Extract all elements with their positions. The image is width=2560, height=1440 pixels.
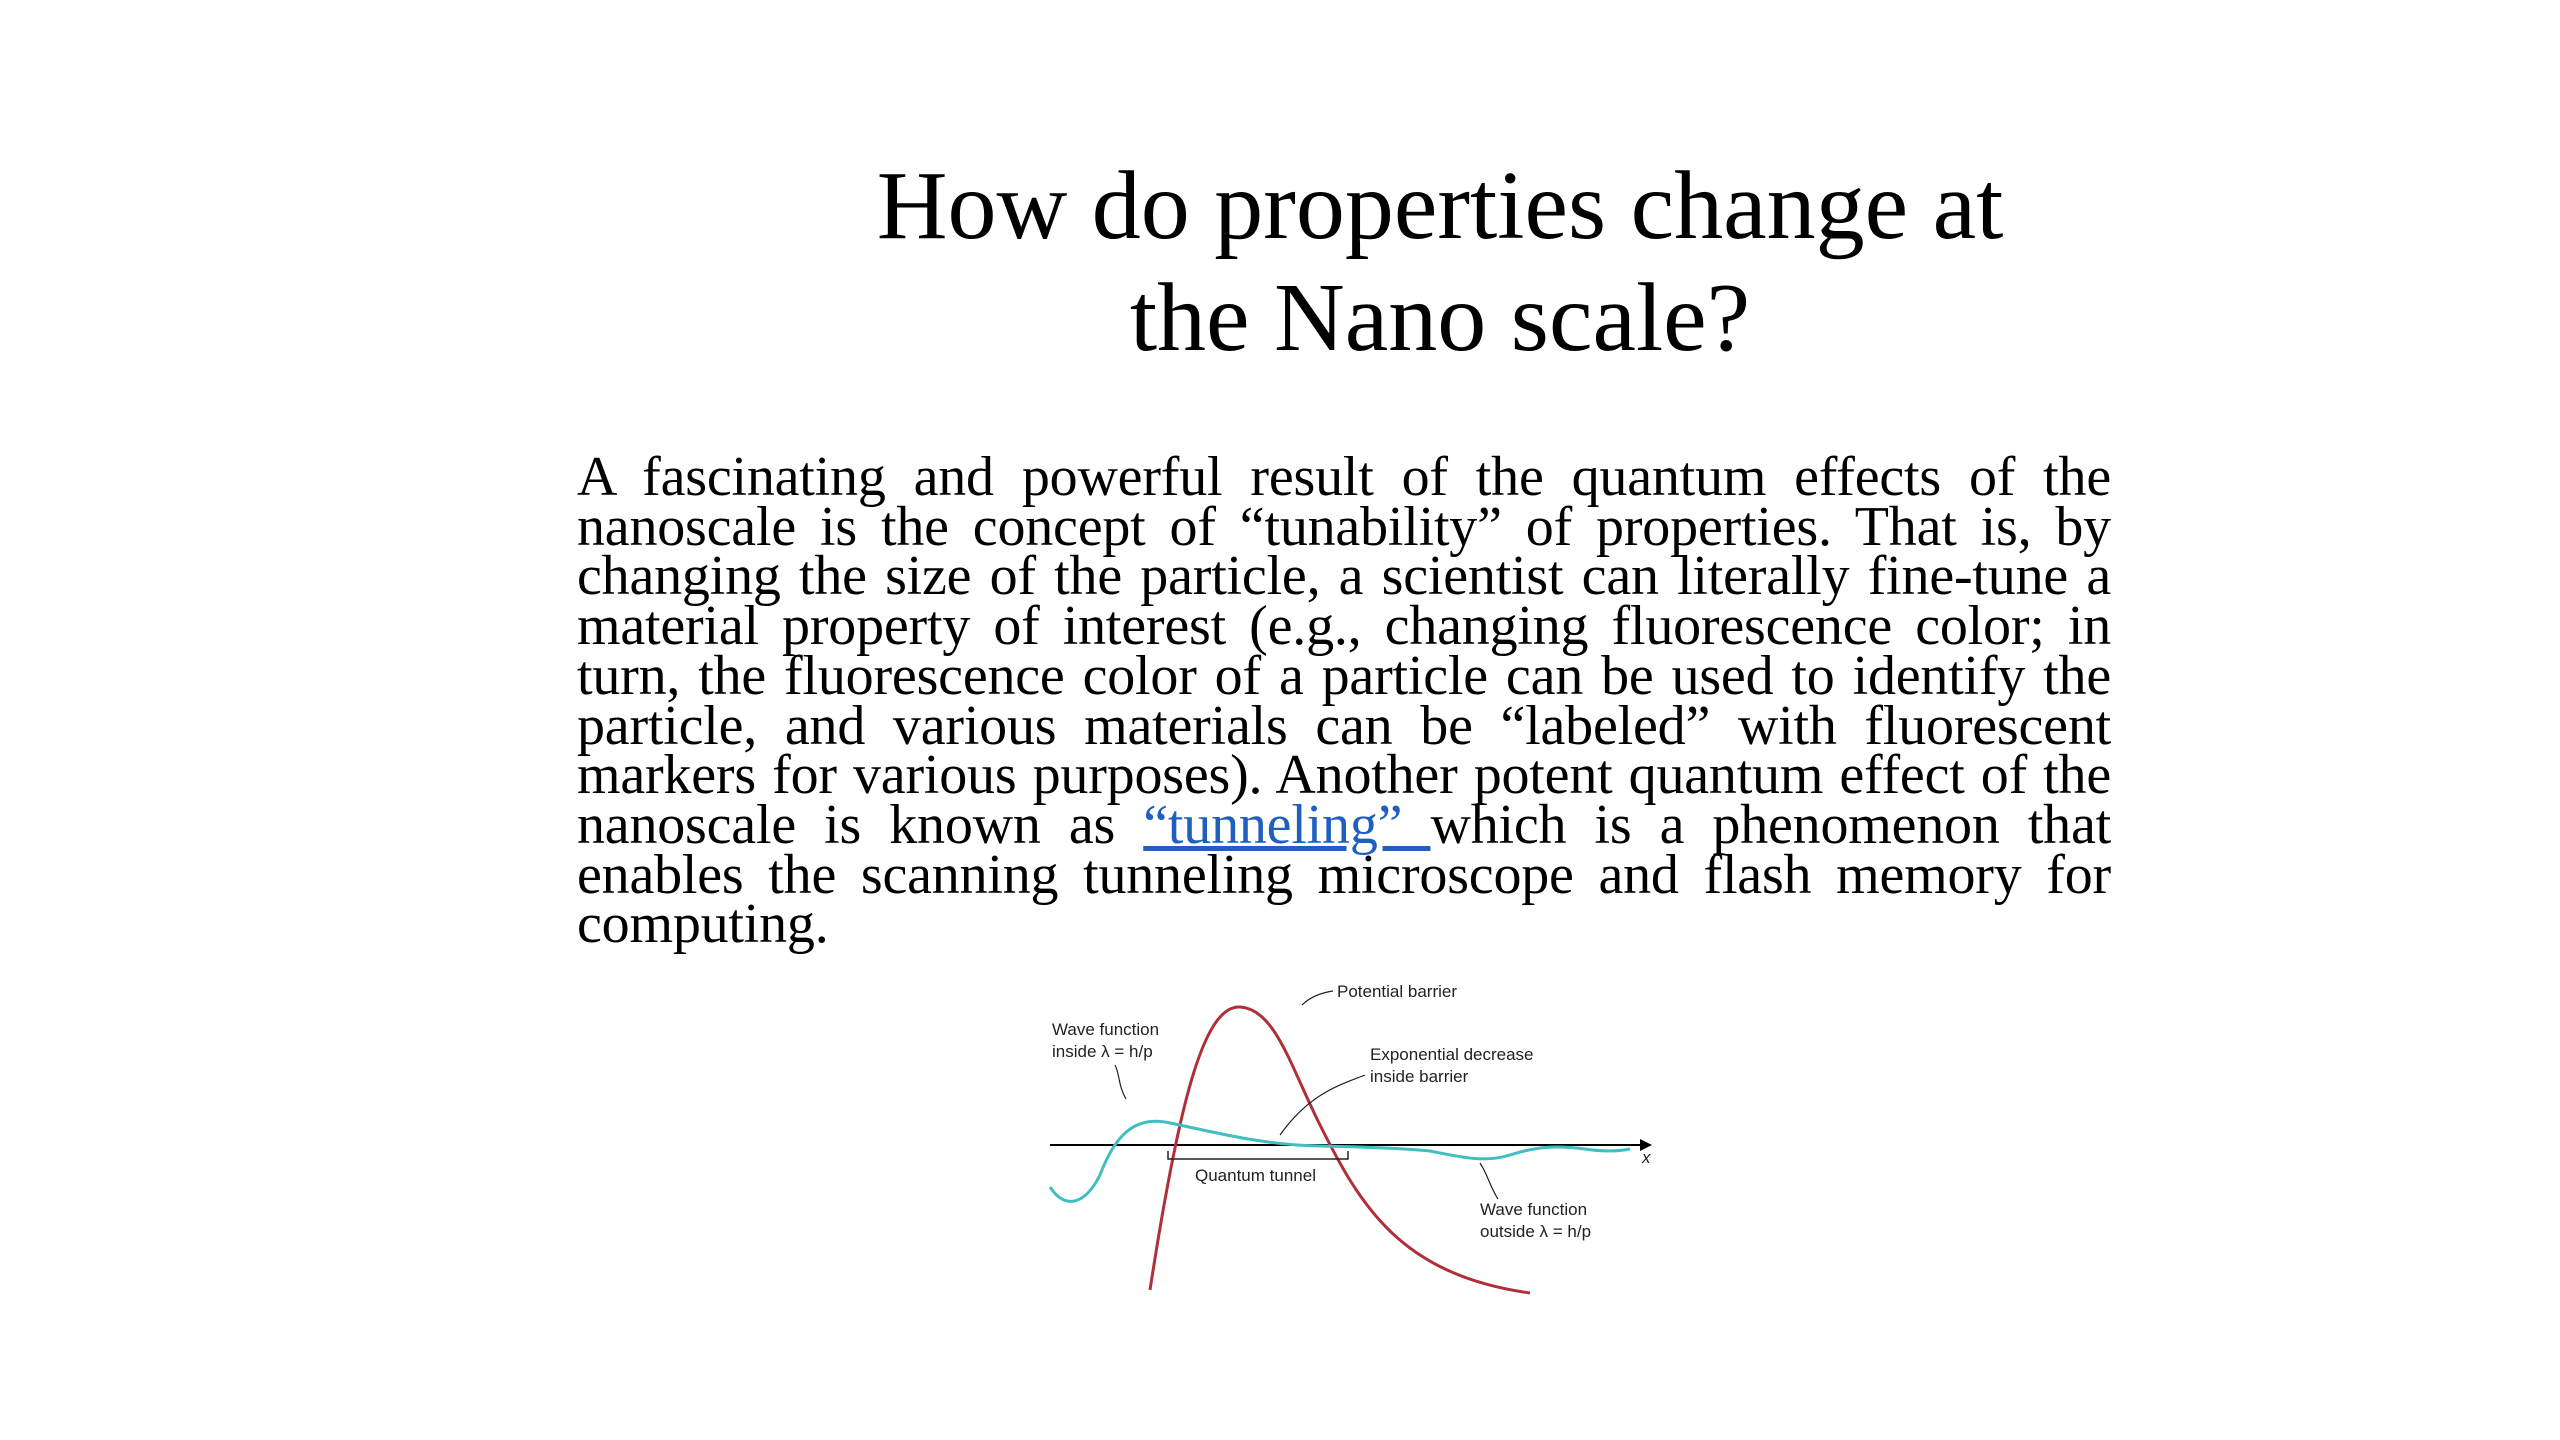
potential-barrier-pointer	[1302, 991, 1333, 1005]
x-axis-label: x	[1642, 1148, 1651, 1167]
label-wave-inside-line-2: inside λ = h/p	[1052, 1042, 1153, 1061]
tunneling-diagram-svg	[1040, 975, 1660, 1300]
quantum-tunnel-bracket	[1168, 1151, 1348, 1159]
label-wave-outside-line-1: Wave function	[1480, 1200, 1588, 1219]
label-potential-barrier: Potential barrier	[1337, 982, 1458, 1001]
label-quantum-tunnel: Quantum tunnel	[1195, 1166, 1316, 1185]
tunneling-link[interactable]: “tunneling”	[1143, 793, 1431, 856]
wave-outside-pointer	[1480, 1163, 1498, 1199]
body-text-part-1: A fascinating and powerful result of the quantum effects of the nanoscale is the concept of “tunability” of properties. That is, by changing the size of the particle, a scientist can literally fine-tune a material property of interest (e.g., changing fluorescence color; in turn, the fluorescence color of a particle can be used to identify the particle, and various materials can be “labeled” with fluorescent markers for various purposes). Another potent quantum effect of the nanoscale is known as	[577, 446, 2111, 856]
label-wave-inside-line-1: Wave function	[1052, 1020, 1160, 1039]
body-text-part-2: which is a phenomenon that enables the scanning tunneling microscope and flash memory for computing.	[577, 793, 2111, 956]
slide-title-line-2: the Nano scale?	[1129, 264, 1751, 372]
label-exp-decrease-line-1: Exponential decrease	[1370, 1045, 1534, 1064]
slide-title	[690, 150, 2190, 374]
quantum-tunneling-diagram	[1040, 975, 1660, 1300]
exp-decrease-pointer	[1280, 1075, 1365, 1135]
wave-inside-pointer	[1115, 1065, 1126, 1099]
label-exp-decrease-line-2: inside barrier	[1370, 1067, 1469, 1086]
body-paragraph	[577, 446, 2111, 956]
slide-title-line-1: How do properties change at	[876, 152, 2004, 260]
label-wave-outside-line-2: outside λ = h/p	[1480, 1222, 1592, 1241]
